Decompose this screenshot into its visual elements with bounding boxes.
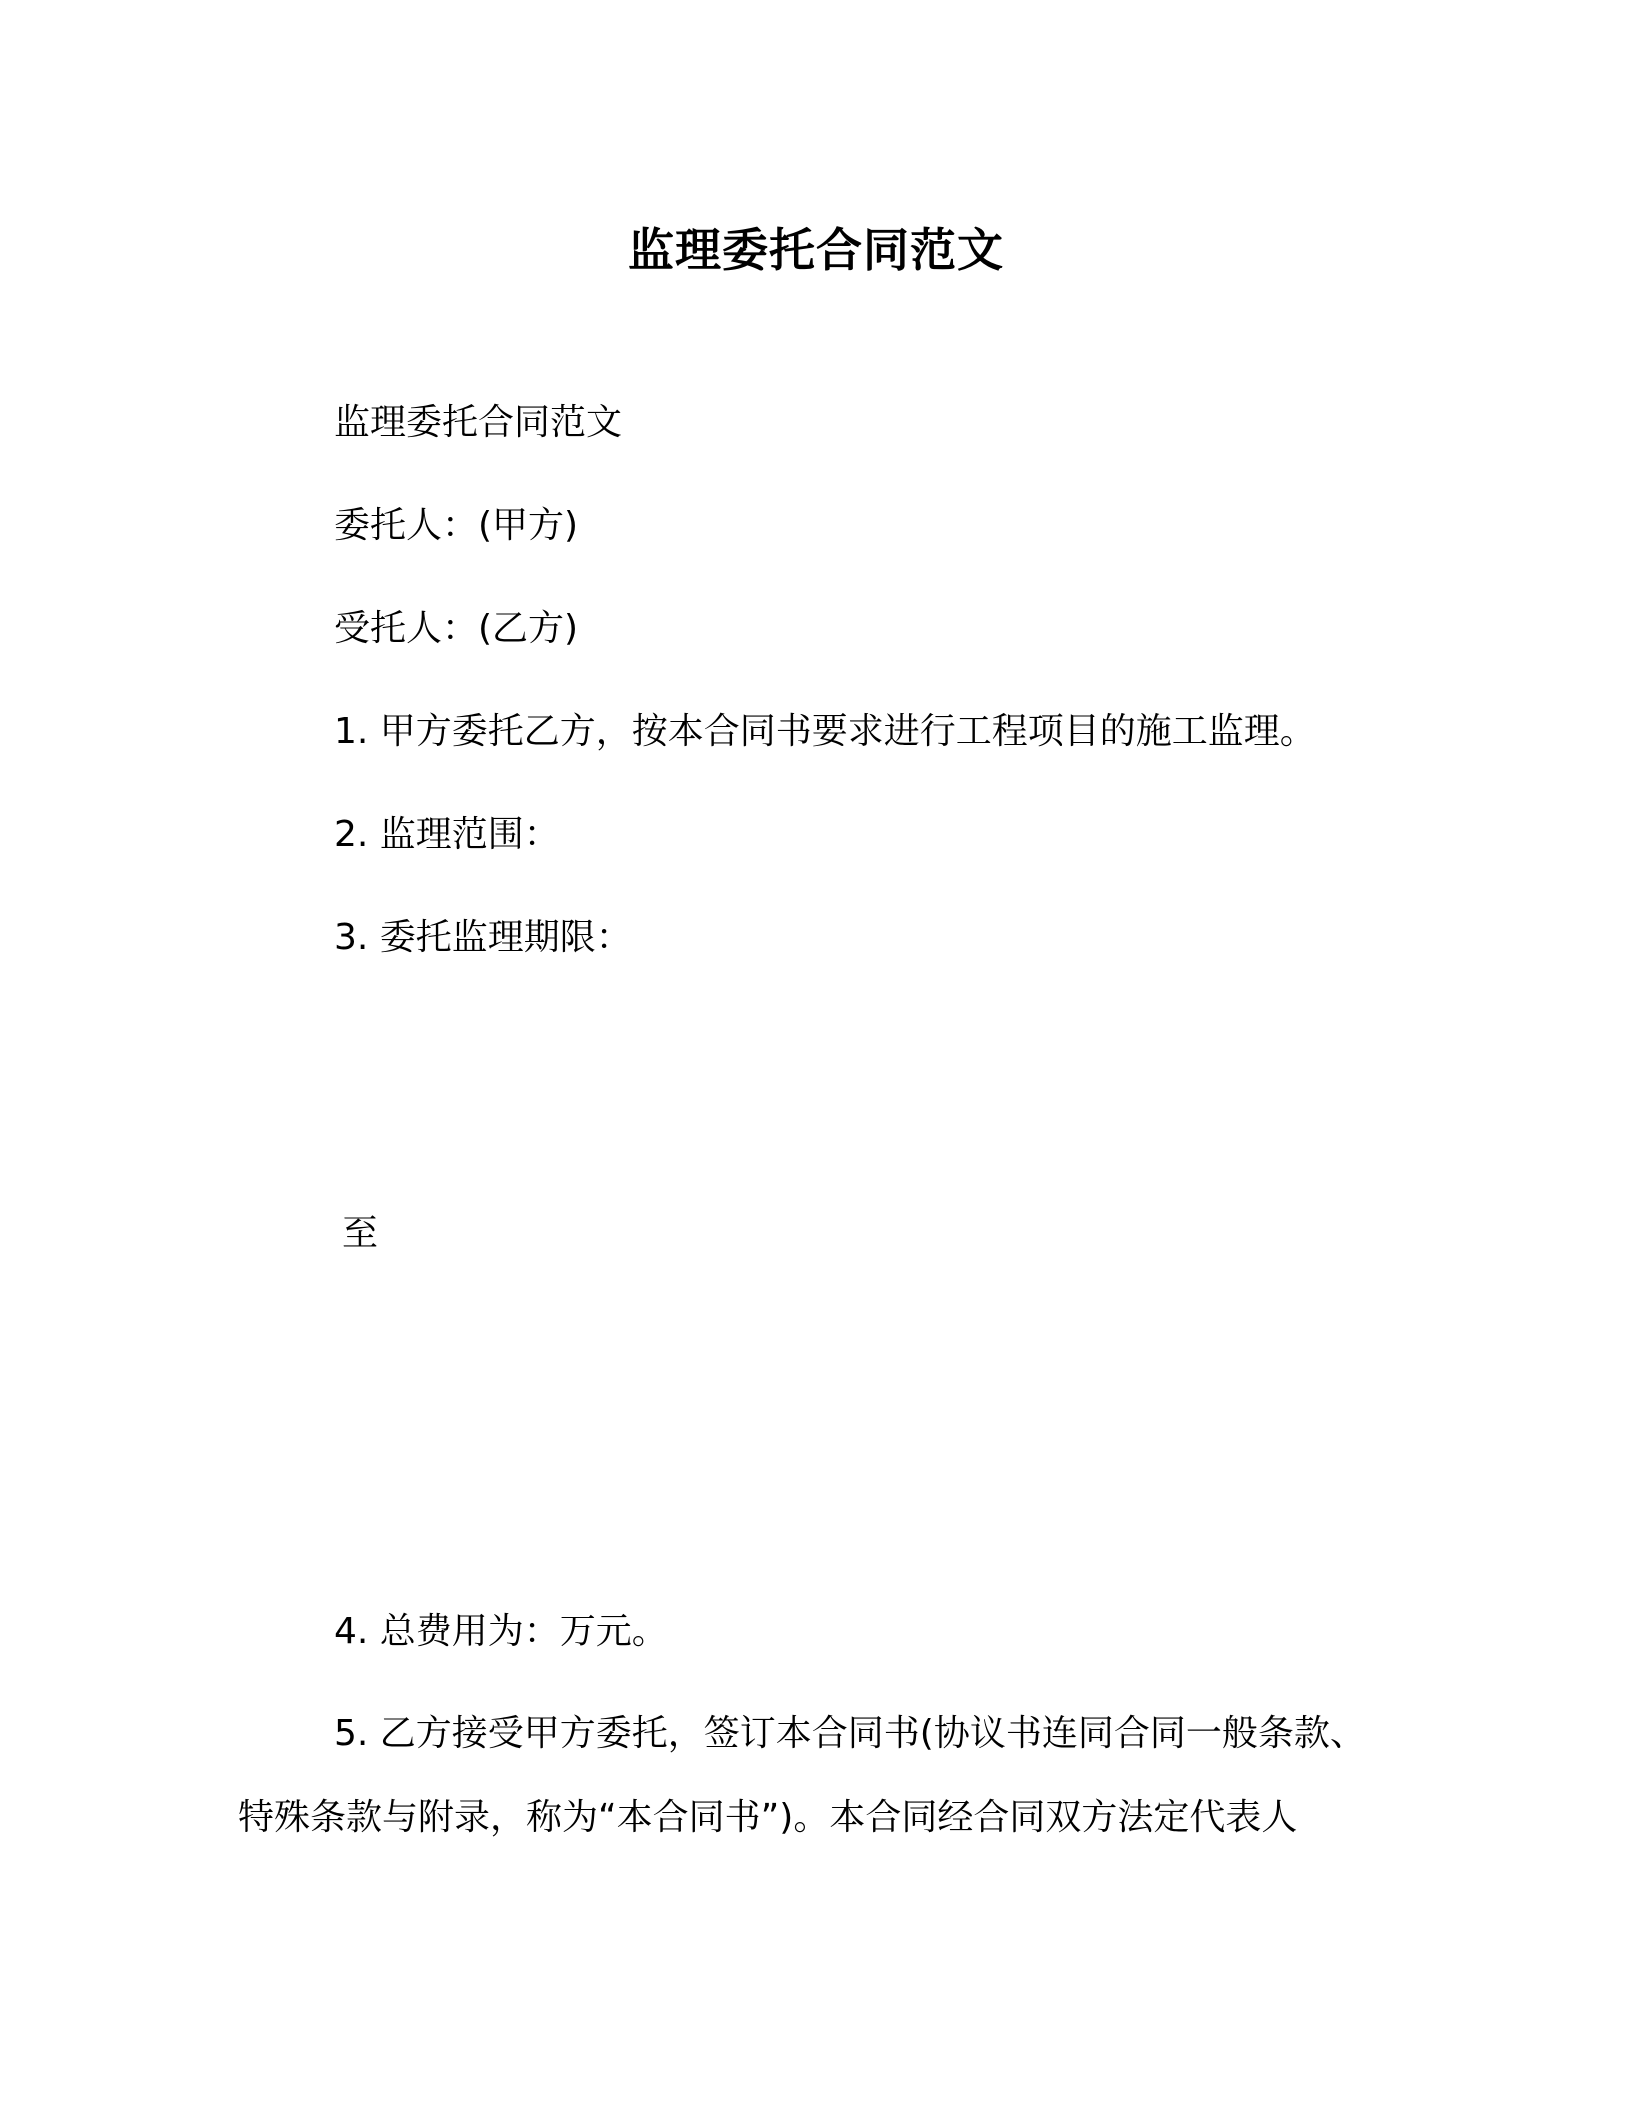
clause-5-paragraph: 5. 乙方接受甲方委托，签订本合同书(协议书连同合同一般条款、特殊条款与附录，称为“本合同书”)。本合同经合同双方法定代表人	[238, 1713, 1366, 1838]
clause-2: 2. 监理范围：	[334, 814, 560, 855]
document-subtitle-line: 监理委托合同范文	[334, 402, 623, 443]
clause-4: 4. 总费用为：万元。	[334, 1611, 668, 1652]
contractor-line: 受托人：(乙方)	[334, 608, 579, 649]
document-title: 监理委托合同范文	[628, 223, 1004, 277]
clause-1: 1. 甲方委托乙方，按本合同书要求进行工程项目的施工监理。	[334, 711, 1316, 752]
client-line: 委托人：(甲方)	[334, 505, 579, 546]
clause-3: 3. 委托监理期限：	[334, 917, 632, 958]
period-to-line: 至	[342, 1213, 379, 1254]
